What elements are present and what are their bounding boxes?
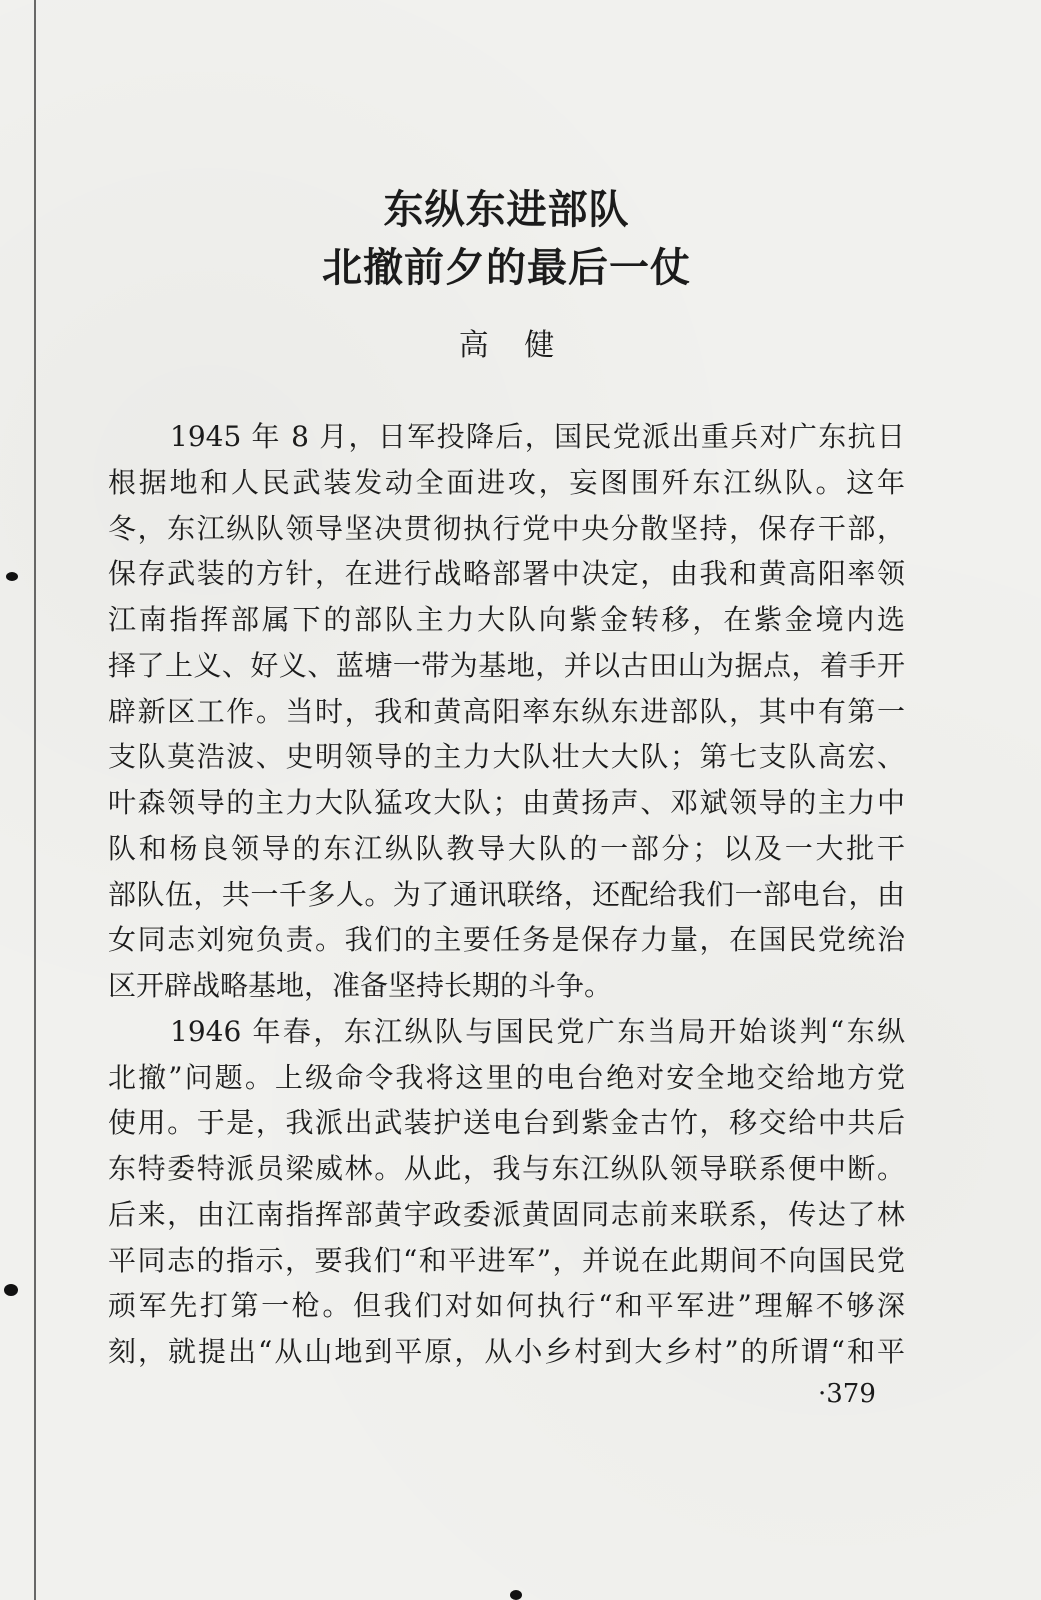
text-line: 1946 年春，东江纵队与国民党广东当局开始谈判“东纵 [170, 1014, 905, 1048]
text-line: 顽军先打第一枪。但我们对如何执行“和平军进”理解不够深 [108, 1289, 905, 1323]
article-title-line-2: 北撤前夕的最后一仗 [322, 245, 691, 291]
scan-speck [510, 1590, 522, 1600]
text-line: 根据地和人民武装发动全面进攻，妄图围歼东江纵队。这年 [108, 465, 905, 499]
body-paragraph [108, 414, 905, 1009]
body-paragraph [108, 1009, 905, 1375]
text-line: 使用。于是，我派出武装护送电台到紫金古竹，移交给中共后 [108, 1106, 905, 1140]
text-line: 保存武装的方针，在进行战略部署中决定，由我和黄高阳率领 [108, 557, 905, 591]
text-line: 1945 年 8 月，日军投降后，国民党派出重兵对广东抗日 [170, 420, 905, 453]
scan-speck [6, 572, 18, 581]
text-line: 女同志刘宛负责。我们的主要任务是保存力量，在国民党统治 [108, 923, 905, 957]
article-title-line-1: 东纵东进部队 [383, 187, 630, 233]
page-number: ·379 [818, 1379, 876, 1409]
author-name: 高 健 [458, 328, 555, 363]
text-line: 队和杨良领导的东江纵队教导大队的一部分；以及一大批干 [108, 831, 905, 865]
text-line: 叶森领导的主力大队猛攻大队；由黄扬声、邓斌领导的主力中 [108, 786, 905, 819]
text-line: 冬，东江纵队领导坚决贯彻执行党中央分散坚持，保存干部， [108, 511, 905, 545]
text-line: 北撤”问题。上级命令我将这里的电台绝对安全地交给地方党 [108, 1060, 905, 1094]
text-line: 择了上义、好义、蓝塘一带为基地，并以古田山为据点，着手开 [108, 648, 905, 682]
text-line: 区开辟战略基地，准备坚持长期的斗争。 [108, 969, 613, 1002]
scan-speck [4, 1284, 18, 1296]
text-line: 后来，由江南指挥部黄宇政委派黄固同志前来联系，传达了林 [108, 1197, 905, 1231]
text-line: 刻，就提出“从山地到平原，从小乡村到大乡村”的所谓“和平 [108, 1335, 905, 1368]
text-line: 平同志的指示，要我们“和平进军”，并说在此期间不向国民党 [108, 1243, 905, 1277]
text-line: 部队伍，共一千多人。为了通讯联络，还配给我们一部电台，由 [108, 877, 905, 911]
article-body [108, 414, 905, 1375]
text-line: 江南指挥部属下的部队主力大队向紫金转移，在紫金境内选 [108, 603, 905, 636]
text-line: 支队莫浩波、史明领导的主力大队壮大大队；第七支队高宏、 [108, 740, 905, 774]
text-line: 东特委特派员梁威林。从此，我与东江纵队领导联系便中断。 [108, 1152, 905, 1185]
text-line: 辟新区工作。当时，我和黄高阳率东纵东进部队，其中有第一 [108, 694, 905, 728]
scan-edge-line [34, 0, 36, 1600]
